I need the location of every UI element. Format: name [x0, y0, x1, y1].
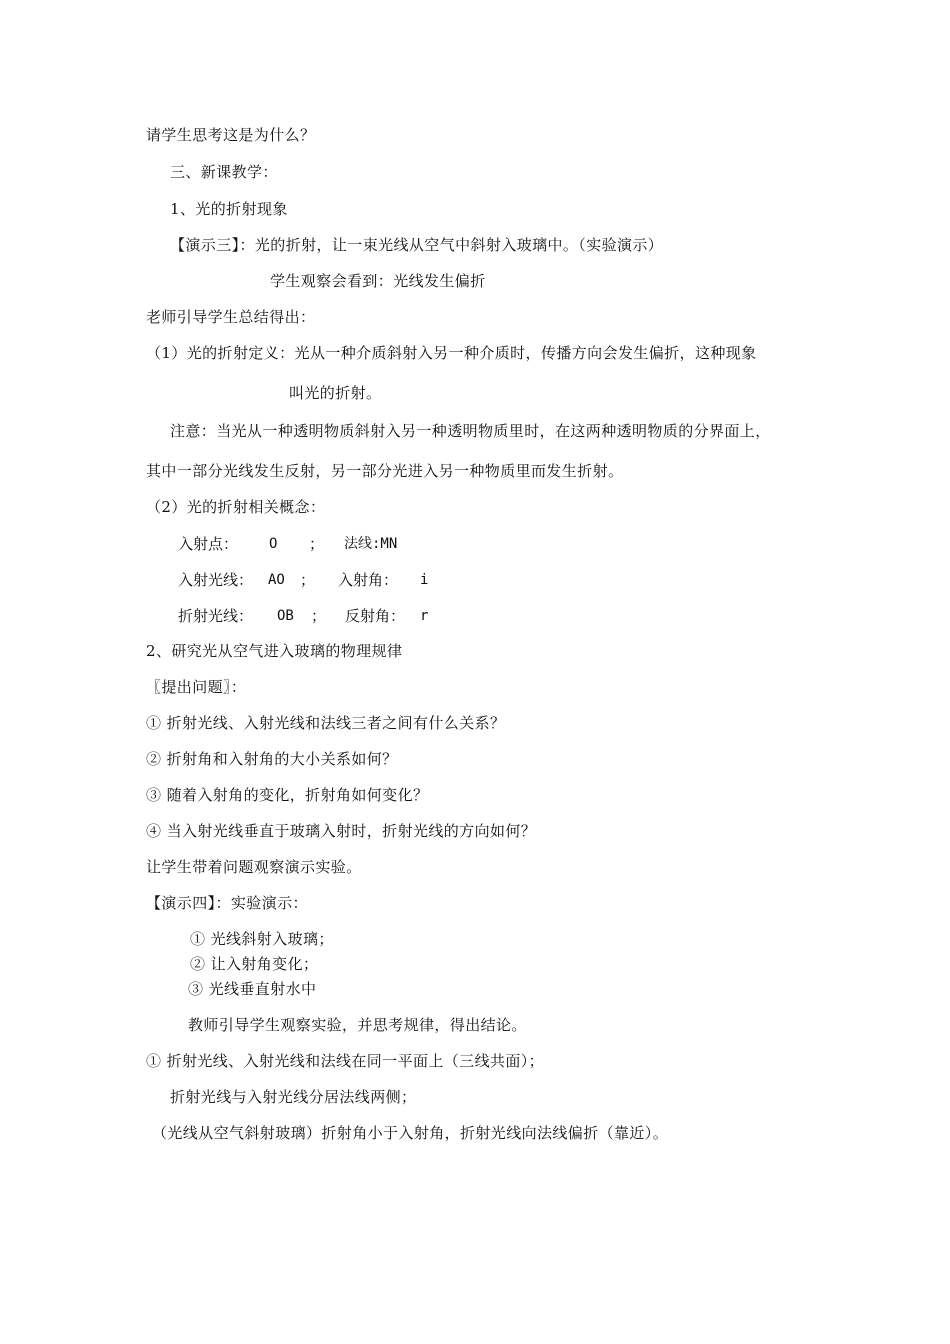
question-item-1: ① 折射光线、入射光线和法线三者之间有什么关系？ — [146, 714, 506, 732]
paragraph-observe-demo: 让学生带着问题观察演示实验。 — [146, 858, 362, 876]
paragraph-related-concepts: （2）光的折射相关概念： — [146, 498, 326, 516]
paragraph-question-why: 请学生思考这是为什么？ — [146, 126, 316, 144]
demo-step-3: ③ 光线垂直射水中 — [188, 980, 317, 998]
question-item-4: ④ 当入射光线垂直于玻璃入射时，折射光线的方向如何？ — [146, 822, 537, 840]
paragraph-teacher-guides: 老师引导学生总结得出： — [146, 308, 316, 326]
paragraph-definition: （1）光的折射定义：光从一种介质斜射入另一种介质时，传播方向会发生偏折，这种现象 — [146, 344, 757, 362]
concept-separator: ； — [300, 571, 316, 589]
paragraph-note-cont: 其中一部分光线发生反射，另一部分光进入另一种物质里而发生折射。 — [146, 462, 624, 480]
paragraph-students-observe: 学生观察会看到：光线发生偏折 — [270, 272, 486, 290]
concept-incident-point-value: O — [269, 536, 278, 552]
paragraph-demo-three: 【演示三】：光的折射，让一束光线从空气中斜射入玻璃中。（实验演示） — [170, 236, 664, 254]
question-item-3: ③ 随着入射角的变化，折射角如何变化？ — [146, 786, 429, 804]
paragraph-note: 注意：当光从一种透明物质斜射入另一种透明物质里时，在这两种透明物质的分界面上， — [170, 422, 771, 440]
subheading-refraction-phenomenon: 1、光的折射现象 — [170, 200, 288, 218]
concept-refracted-ray-value: OB — [277, 608, 294, 624]
paragraph-definition-cont: 叫光的折射。 — [289, 384, 382, 402]
section-heading-new-lesson: 三、新课教学： — [170, 163, 278, 181]
concept-incident-angle-value: i — [420, 572, 429, 588]
question-item-2: ② 折射角和入射角的大小关系如何？ — [146, 750, 398, 768]
demo-step-2: ② 让入射角变化； — [190, 955, 319, 973]
concept-reflection-angle-label: 反射角： — [345, 607, 406, 625]
concept-refracted-ray-label: 折射光线： — [178, 607, 254, 625]
concept-separator: ； — [309, 535, 325, 553]
concept-reflection-angle-value: r — [420, 608, 429, 624]
concept-incident-point-label: 入射点： — [178, 535, 239, 553]
subheading-raise-questions: 〖提出问题〗： — [146, 678, 247, 696]
paragraph-teacher-conclusion: 教师引导学生观察实验，并思考规律，得出结论。 — [188, 1016, 527, 1034]
paragraph-demo-four: 【演示四】：实验演示： — [146, 894, 308, 912]
concept-incident-angle-label: 入射角： — [338, 571, 399, 589]
conclusion-item-2: 折射光线与入射光线分居法线两侧； — [170, 1088, 417, 1106]
concept-incident-ray-label: 入射光线： — [178, 571, 254, 589]
conclusion-item-3: （光线从空气斜射玻璃）折射角小于入射角，折射光线向法线偏折（靠近）。 — [152, 1124, 669, 1142]
demo-step-1: ① 光线斜射入玻璃； — [190, 930, 334, 948]
concept-separator: ； — [311, 607, 327, 625]
concept-incident-ray-value: AO — [268, 572, 285, 588]
conclusion-item-1: ① 折射光线、入射光线和法线在同一平面上（三线共面）； — [146, 1052, 545, 1070]
concept-normal-line: 法线:MN — [344, 536, 398, 552]
subheading-research-law: 2、研究光从空气进入玻璃的物理规律 — [146, 642, 403, 660]
